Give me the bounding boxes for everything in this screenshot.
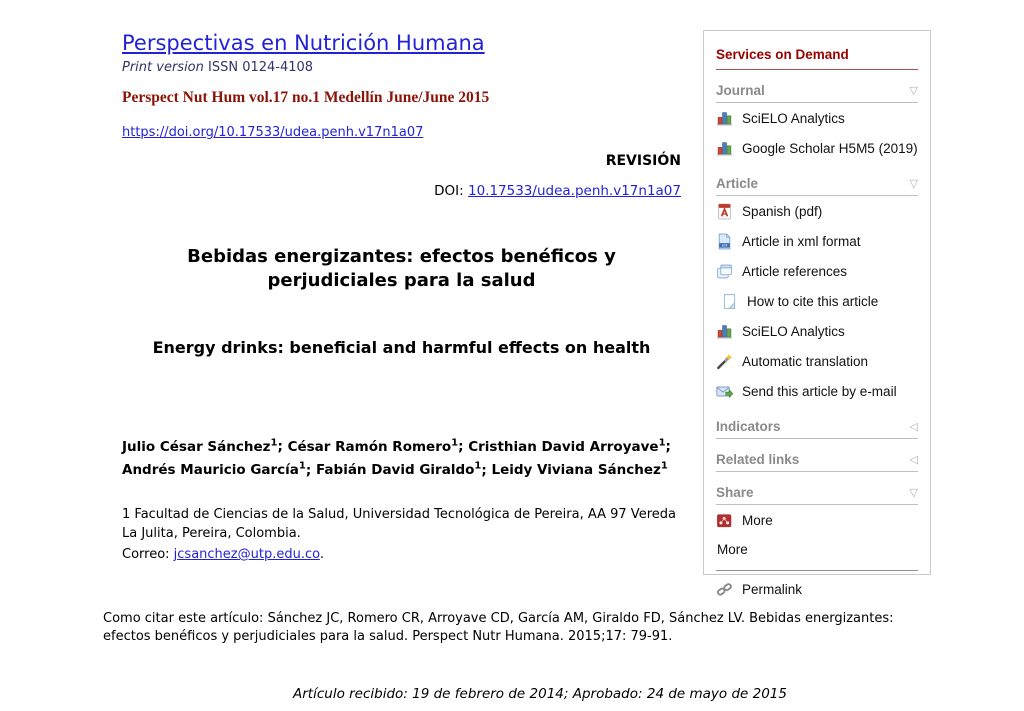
sidebar-item-google-scholar-h5m5-2019-[interactable] xyxy=(716,134,918,163)
print-version-label: Print version xyxy=(122,60,204,75)
doi-link[interactable]: 10.17533/udea.penh.v17n1a07 xyxy=(467,183,681,199)
sidebar-item-send-this-article-by-e-mail[interactable] xyxy=(716,377,918,406)
sidebar-item-article-references[interactable] xyxy=(716,257,918,286)
bar-chart-icon xyxy=(716,140,733,157)
sidebar-item-label: Spanish (pdf) xyxy=(742,204,823,219)
sidebar-header-label: Article xyxy=(716,176,759,191)
chevron-down-icon: ▽ xyxy=(909,487,918,499)
sidebar-header-label: Journal xyxy=(716,83,765,98)
permalink-icon xyxy=(716,581,733,598)
author-name: César Ramón Romero$^1$ xyxy=(287,437,459,455)
author-name: Fabián David Giraldo$^1$ xyxy=(315,460,482,478)
chevron-down-icon: ▽ xyxy=(909,178,918,190)
sidebar-item-label: Article references xyxy=(742,264,848,279)
sidebar-item-label: Google Scholar H5M5 (2019) xyxy=(742,141,918,156)
bar-chart-icon xyxy=(716,110,733,127)
wand-icon xyxy=(716,353,733,370)
services-on-demand-title: Services on Demand xyxy=(716,41,918,70)
sidebar-header-article[interactable] xyxy=(716,176,918,196)
services-on-demand-panel xyxy=(703,30,931,597)
sidebar-item-label: SciELO Analytics xyxy=(742,111,845,126)
svg-text:xml: xml xyxy=(721,243,728,248)
sidebar-item-label: Permalink xyxy=(742,582,803,597)
issn-line xyxy=(122,60,681,75)
issn-value: ISSN 0124-4108 xyxy=(203,60,314,75)
sidebar-item-how-to-cite-this-article[interactable] xyxy=(716,287,918,316)
email-suffix: . xyxy=(319,547,324,562)
sidebar-header-label: Indicators xyxy=(716,419,781,434)
sidebar-header-journal[interactable] xyxy=(716,83,918,103)
sidebar-divider xyxy=(716,570,918,571)
sidebar-item-permalink[interactable] xyxy=(716,575,918,604)
issue-info: Perspect Nut Hum vol.17 no.1 Medellín June/June 2015 xyxy=(122,89,490,106)
sidebar-header-related-links[interactable] xyxy=(716,452,918,472)
sidebar-item-article-in-xml-format[interactable] xyxy=(716,227,918,256)
more-icon xyxy=(716,512,733,529)
sidebar-item-label: Article in xml format xyxy=(742,234,861,249)
article-title-es: Bebidas energizantes: efectos benéficos y perjudiciales para la salud xyxy=(187,246,616,291)
author-name: Julio César Sánchez$^1$ xyxy=(122,437,278,455)
sidebar-item-scielo-analytics[interactable] xyxy=(716,317,918,346)
author-name: Cristhian David Arroyave$^1$ xyxy=(468,437,666,455)
section-label: REVISIÓN xyxy=(605,153,681,169)
doi-line xyxy=(122,183,681,199)
article-main-column xyxy=(122,30,681,610)
sidebar-item-spanish-pdf-[interactable] xyxy=(716,197,918,226)
sidebar-item-more[interactable] xyxy=(716,506,918,535)
doi-label: DOI: xyxy=(434,183,468,199)
references-icon xyxy=(716,263,733,280)
sidebar-item-label: Automatic translation xyxy=(742,354,869,369)
sidebar-item-label: More xyxy=(717,542,748,557)
pdf-icon xyxy=(716,203,733,220)
cite-icon xyxy=(721,293,738,310)
author-name: Leidy Viviana Sánchez$^1$ xyxy=(491,460,668,478)
chevron-left-icon: ◁ xyxy=(909,454,918,466)
email-line xyxy=(122,547,681,562)
sidebar-item-automatic-translation[interactable] xyxy=(716,347,918,376)
sidebar-header-label: Share xyxy=(716,485,754,500)
how-to-cite-text: Como citar este artículo: Sánchez JC, Romero CR, Arroyave CD, García AM, Giraldo FD, Sánchez LV. Bebidas energizantes: efectos benéficos y perjudiciales para la salud. Perspect Nutr Humana. 2015;17: 79-91. xyxy=(103,611,894,644)
sidebar-item-label: Send this article by e-mail xyxy=(742,384,897,399)
chevron-down-icon: ▽ xyxy=(909,85,918,97)
sidebar-header-indicators[interactable] xyxy=(716,419,918,439)
sidebar-header-label: Related links xyxy=(716,452,800,467)
xml-icon xyxy=(716,233,733,250)
chevron-left-icon: ◁ xyxy=(909,421,918,433)
sidebar-item-label: SciELO Analytics xyxy=(742,324,845,339)
bar-chart-icon xyxy=(716,323,733,340)
email-icon xyxy=(716,383,733,400)
sidebar-item-more[interactable] xyxy=(716,536,918,563)
author-name: Andrés Mauricio García$^1$ xyxy=(122,460,306,478)
email-label: Correo: xyxy=(122,547,174,562)
doi-url-line xyxy=(122,125,681,140)
sidebar-item-scielo-analytics[interactable] xyxy=(716,104,918,133)
received-approved-line: Artículo recibido: 19 de febrero de 2014; Aprobado: 24 de mayo de 2015 xyxy=(293,686,787,702)
article-title-en: Energy drinks: beneficial and harmful effects on health xyxy=(152,338,651,357)
sidebar-header-share[interactable] xyxy=(716,485,918,505)
journal-title-link[interactable]: Perspectivas en Nutrición Humana xyxy=(122,31,485,55)
authors-list: Julio César Sánchez$^1$; César Ramón Romero$^1$; Cristhian David Arroyave$^1$; Andrés Mauricio García$^1$; Fabián David Giraldo$^1$; Leidy Viviana Sánchez$^1$ xyxy=(122,437,671,478)
affiliation-text: 1 Facultad de Ciencias de la Salud, Universidad Tecnológica de Pereira, AA 97 Vereda La Julita, Pereira, Colombia. xyxy=(122,507,676,541)
doi-url-link[interactable]: https://doi.org/10.17533/udea.penh.v17n1a07 xyxy=(122,125,424,140)
email-link[interactable]: jcsanchez@utp.edu.co xyxy=(173,547,320,562)
sidebar-item-label: How to cite this article xyxy=(747,294,879,309)
sidebar-item-label: More xyxy=(742,513,773,528)
